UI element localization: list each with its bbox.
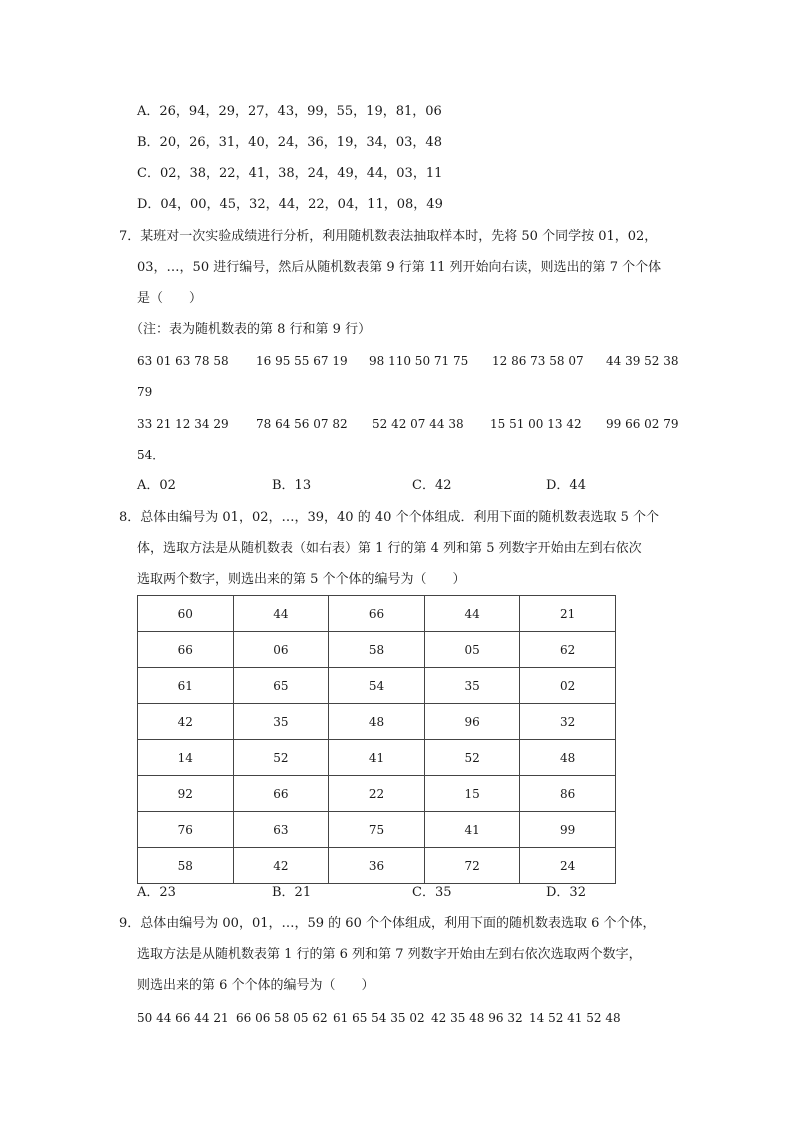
q7-row8-group: 44 39 52 38	[606, 354, 679, 368]
q7-option-d: D．44	[546, 478, 586, 493]
q8-stem-line1: 8．总体由编号为 01，02，…，39，40 的 40 个个体组成．利用下面的随机数表选取 5 个个	[119, 510, 660, 525]
table-cell: 42	[233, 848, 329, 884]
q8-option-d: D．32	[546, 885, 586, 900]
table-cell: 62	[520, 632, 616, 668]
table-cell: 99	[520, 812, 616, 848]
table-cell: 48	[520, 740, 616, 776]
q7-row9-group: 33 21 12 34 29	[137, 417, 229, 431]
table-cell: 14	[138, 740, 234, 776]
table-cell: 35	[233, 704, 329, 740]
table-row	[138, 848, 616, 884]
table-cell: 22	[329, 776, 425, 812]
q7-row9-group: 52 42 07 44 38	[372, 417, 464, 431]
q7-stem-line3: 是（ ）	[137, 291, 203, 306]
q8-option-a: A．23	[137, 885, 176, 900]
table-cell: 42	[138, 704, 234, 740]
table-cell: 05	[424, 632, 520, 668]
table-cell: 41	[424, 812, 520, 848]
table-row	[138, 668, 616, 704]
q6-option-a: A．26，94，29，27，43，99，55，19，81，06	[137, 104, 442, 119]
q9-random-group: 50 44 66 44 21	[137, 1011, 229, 1025]
q7-row9-group: 78 64 56 07 82	[256, 417, 348, 431]
q8-stem-line2: 体，选取方法是从随机数表（如右表）第 1 行的第 4 列和第 5 列数字开始由左到右依次	[137, 541, 642, 556]
table-row	[138, 776, 616, 812]
table-cell: 76	[138, 812, 234, 848]
q7-row9-wrap: 54．	[137, 448, 165, 462]
q7-row8-wrap: 79	[137, 385, 153, 399]
table-cell: 52	[233, 740, 329, 776]
q6-option-d: D．04，00，45，32，44，22，04，11，08，49	[137, 197, 443, 212]
table-cell: 60	[138, 596, 234, 632]
table-cell: 36	[329, 848, 425, 884]
q8-option-b: B．21	[272, 885, 312, 900]
table-cell: 52	[424, 740, 520, 776]
q9-random-group: 42 35 48 96 32	[431, 1011, 523, 1025]
table-cell: 66	[138, 632, 234, 668]
q9-stem-line1: 9．总体由编号为 00，01，…，59 的 60 个个体组成，利用下面的随机数表选取 6 个个体，	[119, 916, 656, 931]
q7-row8-group: 98 110 50 71 75	[369, 354, 469, 368]
table-cell: 92	[138, 776, 234, 812]
q9-random-group: 61 65 54 35 02	[333, 1011, 425, 1025]
table-cell: 21	[520, 596, 616, 632]
q7-row8-group: 16 95 55 67 19	[256, 354, 348, 368]
q7-option-c: C．42	[412, 478, 452, 493]
table-cell: 48	[329, 704, 425, 740]
table-cell: 24	[520, 848, 616, 884]
q7-row8-group: 63 01 63 78 58	[137, 354, 229, 368]
table-row	[138, 704, 616, 740]
table-cell: 54	[329, 668, 425, 704]
table-cell: 58	[329, 632, 425, 668]
table-cell: 35	[424, 668, 520, 704]
table-cell: 66	[233, 776, 329, 812]
table-cell: 63	[233, 812, 329, 848]
table-cell: 44	[233, 596, 329, 632]
q7-note: （注：表为随机数表的第 8 行和第 9 行）	[130, 322, 372, 337]
q6-option-b: B．20，26，31，40，24，36，19，34，03，48	[137, 135, 442, 150]
table-cell: 58	[138, 848, 234, 884]
q7-stem-line1: 7．某班对一次实验成绩进行分析，利用随机数表法抽取样本时，先将 50 个同学按 01，02，	[119, 229, 658, 244]
table-cell: 66	[329, 596, 425, 632]
table-cell: 41	[329, 740, 425, 776]
q8-option-c: C．35	[412, 885, 452, 900]
table-cell: 32	[520, 704, 616, 740]
table-cell: 96	[424, 704, 520, 740]
q7-row9-group: 15 51 00 13 42	[490, 417, 582, 431]
table-cell: 86	[520, 776, 616, 812]
q6-option-c: C．02，38，22，41，38，24，49，44，03，11	[137, 166, 443, 181]
q7-row9-group: 99 66 02 79	[606, 417, 679, 431]
table-row	[138, 812, 616, 848]
q8-stem-line3: 选取两个数字，则选出来的第 5 个个体的编号为（ ）	[137, 572, 466, 587]
q7-row8-group: 12 86 73 58 07	[492, 354, 584, 368]
q7-option-a: A．02	[137, 478, 176, 493]
table-row	[138, 596, 616, 632]
q9-random-group: 66 06 58 05 62	[236, 1011, 328, 1025]
q7-stem-line2: 03，…，50 进行编号，然后从随机数表第 9 行第 11 列开始向右读，则选出的第 7 个个体	[137, 260, 662, 275]
table-cell: 15	[424, 776, 520, 812]
table-row	[138, 632, 616, 668]
q9-stem-line2: 选取方法是从随机数表第 1 行的第 6 列和第 7 列数字开始由左到右依次选取两个数字，	[137, 947, 642, 962]
table-row	[138, 740, 616, 776]
table-cell: 65	[233, 668, 329, 704]
q7-option-b: B．13	[272, 478, 312, 493]
table-cell: 61	[138, 668, 234, 704]
table-cell: 44	[424, 596, 520, 632]
table-cell: 06	[233, 632, 329, 668]
q9-random-group: 14 52 41 52 48	[529, 1011, 621, 1025]
random-number-table	[137, 595, 616, 884]
table-cell: 02	[520, 668, 616, 704]
q9-stem-line3: 则选出来的第 6 个个体的编号为（ ）	[137, 978, 375, 993]
table-cell: 72	[424, 848, 520, 884]
table-cell: 75	[329, 812, 425, 848]
